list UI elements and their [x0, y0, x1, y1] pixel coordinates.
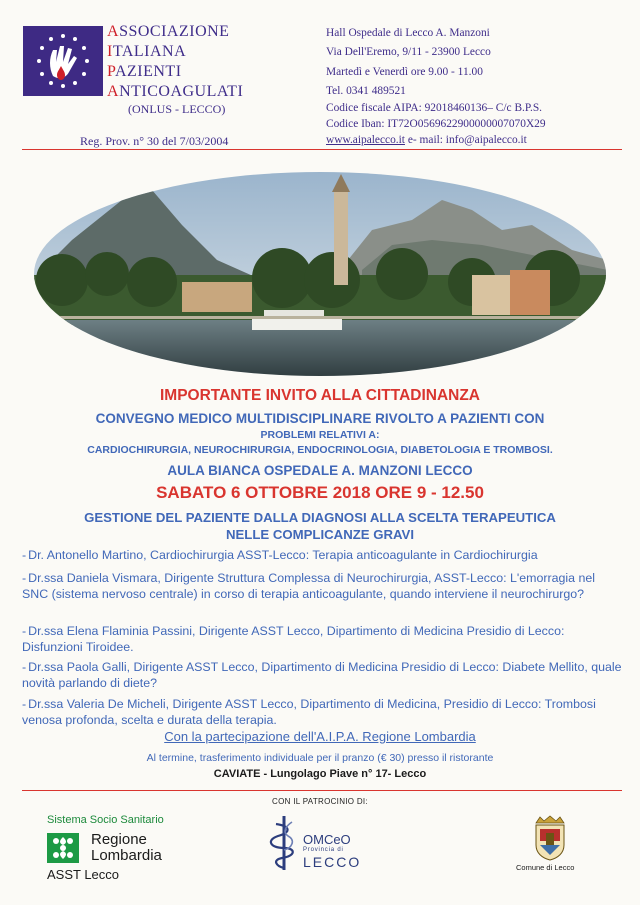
event-date: SABATO 6 OTTOBRE 2018 ORE 9 - 12.50 — [156, 483, 484, 502]
lecco-lake-photo — [32, 170, 608, 378]
specialties-list: CARDIOCHIRURGIA, NEUROCHIRURGIA, ENDOCRINOLOGIA, DIABETOLOGIA E TROMBOSI. — [87, 444, 553, 456]
regione-name: Regione Lombardia — [91, 831, 162, 864]
contact-iban: Codice Iban: IT72O0569622900000007070X29 — [326, 118, 546, 130]
sistema-socio-sanitario: Sistema Socio Sanitario — [47, 814, 164, 826]
convegno-title: CONVEGNO MEDICO MULTIDISCIPLINARE RIVOLTO A PAZIENTI CON — [95, 411, 545, 426]
omceo-name: OMCeO — [303, 832, 351, 847]
asst-lecco-label: ASST Lecco — [47, 867, 120, 882]
footer-divider — [22, 790, 622, 791]
hand-drop-icon — [23, 26, 103, 96]
contact-hall: Hall Ospedale di Lecco A. Manzoni — [326, 27, 490, 39]
contact-web-email — [326, 133, 527, 147]
contact-phone: Tel. 0341 489521 — [326, 85, 406, 97]
speaker-item: - Dr.ssa Paola Galli, Dirigente ASST Lecco, Dipartimento di Medicina Presidio di Lecco: Diabete Mellito, quale novità parlando di diete? — [22, 660, 622, 690]
assoc-line-2: ITALIANA — [107, 43, 187, 60]
contact-address: Via Dell'Eremo, 9/11 - 23900 Lecco — [326, 46, 491, 58]
registration-text: Reg. Prov. n° 30 del 7/03/2004 — [80, 134, 229, 148]
regione-lombardia-logo — [47, 833, 79, 863]
omceo-logo — [262, 812, 306, 874]
omceo-city: LECCO — [303, 854, 362, 870]
speaker-item: - Dr.ssa Elena Flaminia Passini, Dirigente ASST Lecco, Dipartimento di Medicina Presidio di Lecco: Disfunzioni Tiroidee. — [22, 624, 565, 654]
contact-hours: Martedì e Venerdì ore 9.00 - 11.00 — [326, 66, 483, 78]
email-label: e- mail: — [407, 134, 443, 146]
speaker-item: - Dr. Antonello Martino, Cardiochirurgia ASST-Lecco: Terapia anticoagulante in Cardiochirurgia — [22, 548, 538, 562]
lunch-place: CAVIATE - Lungolago Piave n° 17- Lecco — [213, 768, 427, 780]
assoc-line-1: ASSOCIAZIONE — [107, 23, 230, 40]
speaker-item: - Dr.ssa Valeria De Micheli, Dirigente ASST Lecco, Dipartimento di Medicina, Presidio di Lecco: Trombosi venosa profonda, scelta e durata della terapia. — [22, 697, 596, 727]
rosa-camuna-icon — [47, 833, 79, 863]
comune-label: Comune di Lecco — [516, 863, 575, 872]
speaker-item: - Dr.ssa Daniela Vismara, Dirigente Struttura Complessa di Neurochirurgia, ASST-Lecco: L'emorragia nel SNC (sistema nervoso centrale) in corso di terapia anticoagulante, quando interviene il neurochirurgo? — [22, 571, 595, 601]
crest-icon — [532, 815, 568, 861]
invite-headline: IMPORTANTE INVITO ALLA CITTADINANZA — [159, 387, 481, 404]
header-divider — [22, 149, 622, 150]
assoc-line-3: PAZIENTI — [107, 63, 182, 80]
theme-line-2: NELLE COMPLICANZE GRAVI — [225, 527, 415, 542]
theme-line-1: GESTIONE DEL PAZIENTE DALLA DIAGNOSI ALLA SCELTA TERAPEUTICA — [84, 510, 556, 525]
email-link[interactable]: info@aipalecco.it — [445, 134, 527, 146]
website-link[interactable]: www.aipalecco.it — [326, 134, 405, 146]
caduceus-icon — [262, 812, 306, 874]
venue-text: AULA BIANCA OSPEDALE A. MANZONI LECCO — [167, 463, 473, 478]
aipa-logo — [23, 26, 103, 96]
omceo-province: Provincia di — [303, 847, 344, 853]
contact-fiscal: Codice fiscale AIPA: 92018460136– C/c B.P.S. — [326, 102, 543, 114]
patrocinio-label: CON IL PATROCINIO DI: — [272, 797, 368, 806]
lunch-note: Al termine, trasferimento individuale per il pranzo (€ 30) presso il ristorante — [146, 752, 494, 764]
problemi-label: PROBLEMI RELATIVI A: — [260, 429, 380, 441]
participation-note: Con la partecipazione dell'A.I.P.A. Regione Lombardia — [164, 729, 476, 744]
assoc-line-4: ANTICOAGULATI — [107, 83, 244, 100]
comune-crest — [532, 815, 568, 861]
onlus-label: (ONLUS - LECCO) — [128, 102, 226, 116]
